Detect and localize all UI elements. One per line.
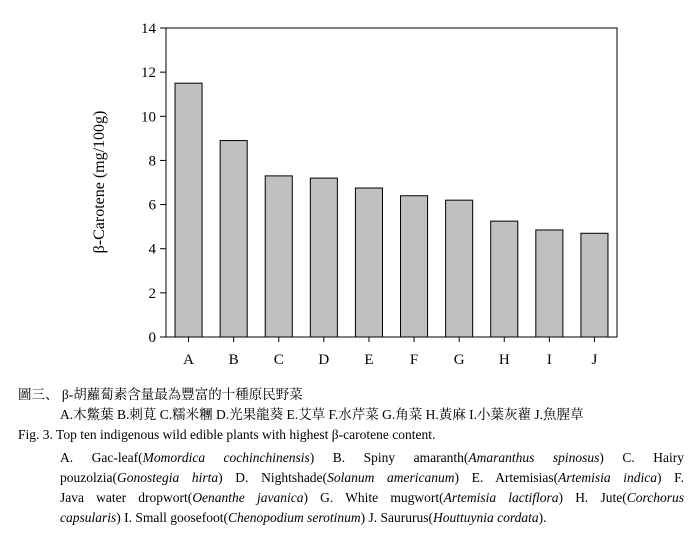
- bar-j: [581, 233, 608, 337]
- x-tick-label: I: [546, 352, 552, 368]
- x-tick-label: D: [318, 352, 330, 368]
- bar-b: [220, 141, 247, 337]
- x-tick-label: H: [498, 352, 510, 368]
- bar-a: [175, 83, 202, 337]
- bar-e: [355, 188, 382, 337]
- caption-english-line: capsularis) I. Small goosefoot(Chenopodium serotinum) J. Saururus(Houttuynia cordata).: [60, 510, 547, 525]
- x-tick-label: J: [591, 352, 598, 368]
- x-tick-label: F: [409, 352, 419, 368]
- y-axis-label: β-Carotene (mg/100g): [91, 110, 108, 254]
- bar-i: [536, 230, 563, 337]
- x-tick-label: E: [364, 352, 374, 368]
- y-axis-ticks: [141, 21, 166, 346]
- y-tick-label: 8: [148, 153, 156, 170]
- y-tick-label: 14: [141, 21, 156, 37]
- bar-d: [310, 178, 337, 337]
- caption-english-line: Java water dropwort(Oenanthe javanica) G. White mugwort(Artemisia lactiflora) H. Jute(Corchorus: [60, 490, 684, 505]
- bar-g: [446, 200, 473, 337]
- y-tick-label: 2: [148, 285, 156, 302]
- x-tick-label: A: [183, 352, 194, 368]
- y-tick-label: 4: [148, 241, 156, 258]
- y-tick-label: 10: [141, 109, 156, 126]
- y-tick-label: 12: [141, 65, 156, 82]
- caption-english-legend: [60, 448, 684, 528]
- bar-c: [265, 176, 292, 337]
- x-axis-ticks: [183, 337, 597, 368]
- bar-f: [401, 196, 428, 337]
- bar-h: [491, 221, 518, 337]
- y-tick-label: 6: [148, 197, 156, 214]
- caption-chinese-legend: A.木鱉葉 B.刺莧 C.糯米糰 D.光果龍葵 E.艾草 F.水芹菜 G.角菜 H.黃麻 I.小葉灰藋 J.魚腥草: [60, 407, 584, 422]
- caption-chinese-title: 圖三、 β-胡蘿蔔素含量最為豐富的十種原民野菜: [18, 387, 303, 402]
- x-tick-label: C: [273, 352, 284, 368]
- caption-english-line: A. Gac-leaf(Momordica cochinchinensis) B. Spiny amaranth(Amaranthus spinosus) C. Hairy: [60, 450, 685, 465]
- caption-english-title: Fig. 3. Top ten indigenous wild edible plants with highest β-carotene content.: [18, 427, 436, 442]
- caption-english-line: pouzolzia(Gonostegia hirta) D. Nightshade(Solanum americanum) E. Artemisias(Artemisia indica) F.: [60, 470, 684, 485]
- x-tick-label: G: [453, 352, 465, 368]
- x-tick-label: B: [228, 352, 239, 368]
- y-tick-label: 0: [148, 330, 156, 346]
- bars-group: [175, 83, 608, 337]
